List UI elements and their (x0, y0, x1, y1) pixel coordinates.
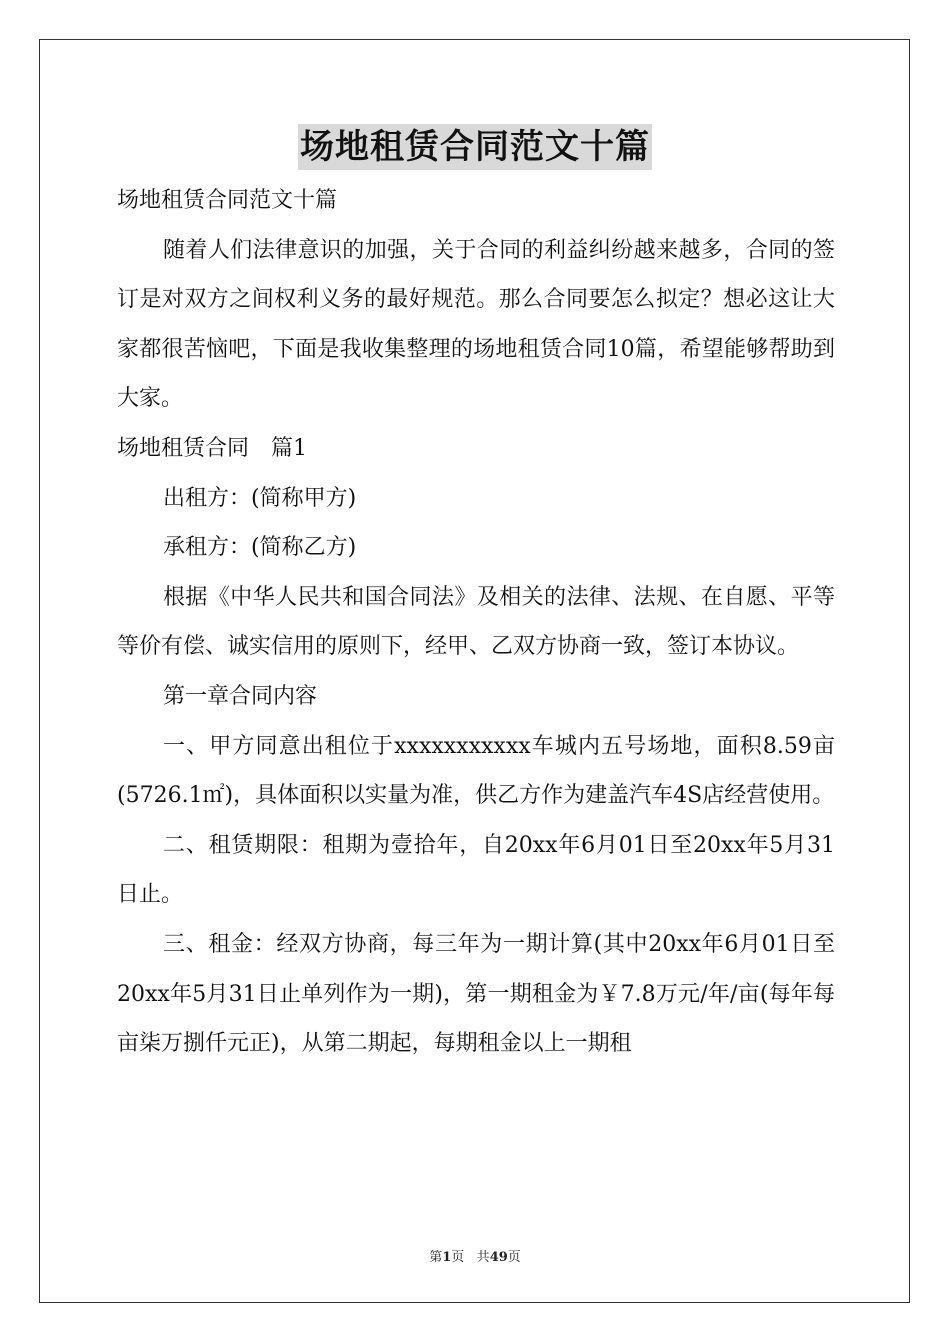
footer-total-pages: 49 (489, 1250, 508, 1265)
paragraph: 场地租赁合同范文十篇 (117, 188, 338, 213)
paragraph: 第一章合同内容 (163, 683, 318, 709)
paragraph: 承租方：(简称乙方) (163, 535, 357, 561)
paragraph: 随着人们法律意识的加强，关于合同的利益纠纷越来越多，合同的签订是对双方之间权利义务的最好规范。那么合同要怎么拟定？想必这让大家都很苦恼吧，下面是我收集整理的场地租赁合同10篇，希望能够帮助到大家。 (117, 237, 835, 412)
footer-total-suffix: 页 (507, 1250, 521, 1265)
title-container (0, 124, 950, 170)
paragraph: 三、租金：经双方协商，每三年为一期计算(其中20xx年6月01日至20xx年5月31日止单列作为一期)，第一期租金为￥7.8万元/年/亩(每年每亩柒万捌仟元正)，从第二期起，每期租金以上一期租 (117, 931, 835, 1057)
paragraph: 场地租赁合同 篇1 (117, 435, 307, 461)
document-title: 场地租赁合同范文十篇 (298, 124, 652, 170)
document-body (117, 176, 835, 1069)
footer-page-suffix: 页 (451, 1250, 465, 1265)
page-footer (0, 1246, 950, 1265)
paragraph: 二、租赁期限：租期为壹拾年，自20xx年6月01日至20xx年5月31日止。 (117, 832, 835, 908)
footer-total-prefix: 共 (476, 1250, 490, 1265)
paragraph: 一、甲方同意出租位于xxxxxxxxxxx车城内五号场地，面积8.59亩(5726.1㎡)，具体面积以实量为准，供乙方作为建盖汽车4S店经营使用。 (117, 733, 835, 809)
footer-page-number: 1 (442, 1250, 452, 1265)
paragraph: 根据《中华人民共和国合同法》及相关的法律、法规、在自愿、平等等价有偿、诚实信用的原则下，经甲、乙双方协商一致，签订本协议。 (117, 584, 835, 660)
footer-prefix: 第 (429, 1250, 443, 1265)
paragraph: 出租方：(简称甲方) (163, 485, 357, 511)
